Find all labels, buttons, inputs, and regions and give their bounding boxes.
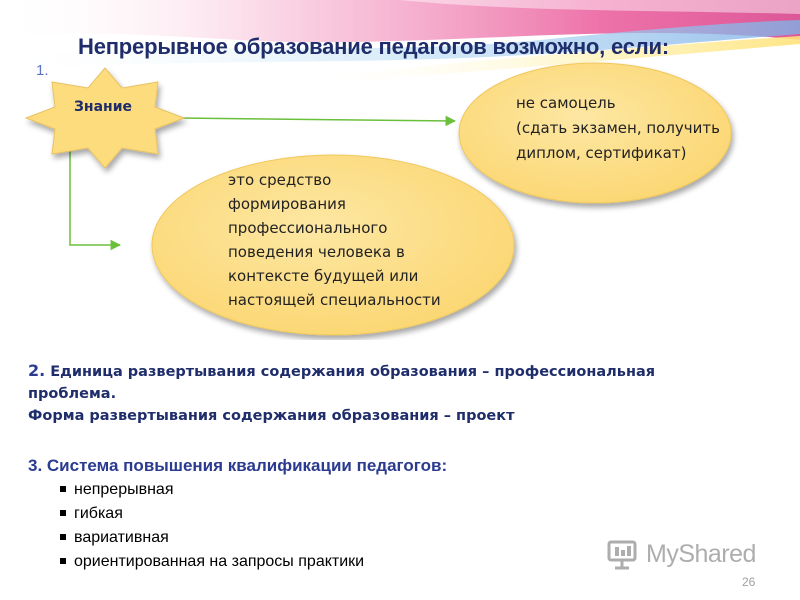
item-2-line-1 — [28, 360, 728, 383]
myshared-logo-text: MyShared — [646, 539, 756, 568]
text-line: настоящей специальности — [228, 291, 441, 309]
text-line: контексте будущей или — [228, 267, 419, 285]
item-1-number: 1. — [36, 62, 49, 79]
connector-to-top-oval — [178, 118, 455, 121]
item-2-text: Единица развертывания содержания образования – профессиональная — [45, 364, 656, 380]
myshared-logo-icon — [606, 537, 640, 571]
square-bullet-icon — [60, 510, 66, 516]
square-bullet-icon — [60, 486, 66, 492]
text-line: профессионального — [228, 219, 388, 237]
text-line: (сдать экзамен, получить — [516, 119, 720, 137]
square-bullet-icon — [60, 534, 66, 540]
page-number: 26 — [742, 575, 756, 589]
star-label: Знание — [73, 99, 133, 115]
slide-title: Непрерывное образование педагогов возможно, если: — [78, 34, 669, 59]
text-line: поведения человека в — [228, 243, 405, 261]
list-item: вариативная — [60, 526, 364, 550]
item-3-bullet-list — [60, 478, 364, 574]
oval-not-goal-text — [516, 91, 736, 166]
myshared-watermark — [606, 536, 776, 572]
text-line: диплом, сертификат) — [516, 144, 687, 162]
item-2-line-3: Форма развертывания содержания образования – проект — [28, 408, 515, 424]
item-2-number: 2. — [28, 361, 46, 380]
item-3-heading: 3. Система повышения квалификации педагогов: — [28, 456, 448, 475]
item-2-line-2: проблема. — [28, 386, 117, 402]
knowledge-star — [26, 68, 184, 168]
item-2 — [28, 360, 728, 427]
square-bullet-icon — [60, 558, 66, 564]
oval-means-text — [228, 168, 488, 312]
list-item: непрерывная — [60, 478, 364, 502]
text-line: формирования — [228, 195, 346, 213]
text-line: не самоцель — [516, 94, 616, 112]
text-line: это средство — [228, 171, 332, 189]
list-item: гибкая — [60, 502, 364, 526]
connector-to-middle-oval — [70, 145, 120, 245]
list-item: ориентированная на запросы практики — [60, 550, 364, 574]
